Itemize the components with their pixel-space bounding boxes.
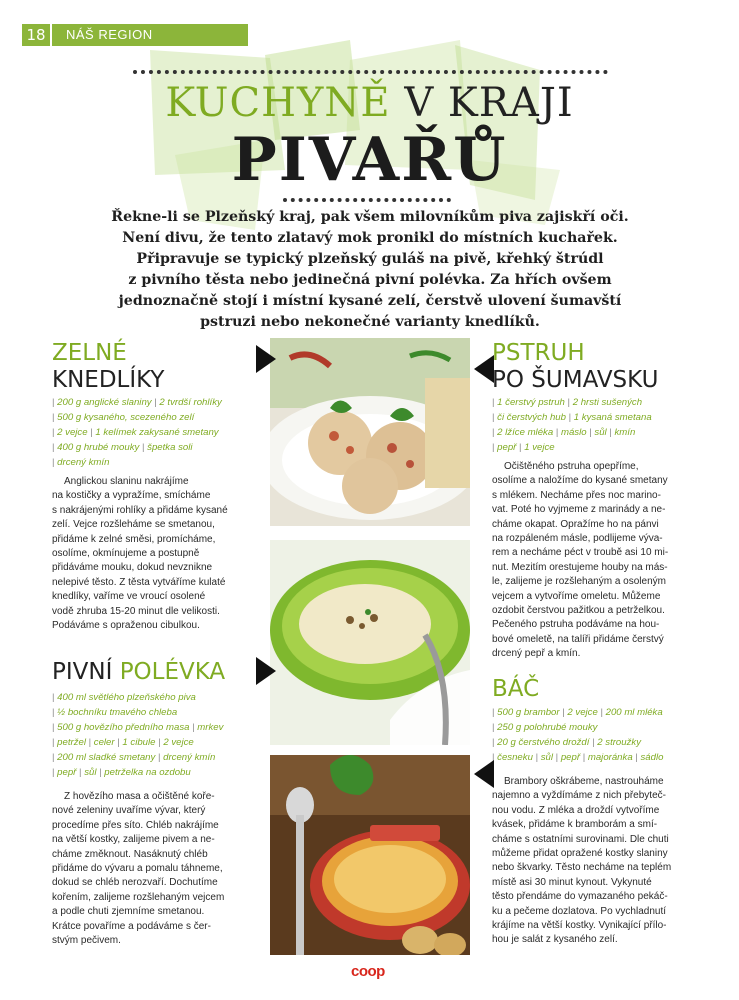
ingredient-item: 1 vejce bbox=[524, 442, 555, 453]
arrow-left-icon bbox=[474, 760, 494, 788]
ingredient-item: petrželka na ozdobu bbox=[104, 767, 191, 778]
ingredient-item: sádlo bbox=[640, 752, 664, 763]
ingredient-separator: | bbox=[559, 707, 568, 718]
instruction-line: zelí. Vejce rozšleháme se smetanou, bbox=[52, 519, 215, 531]
ingredient-line bbox=[52, 705, 262, 720]
ingredient-item: 1 kysaná smetana bbox=[573, 412, 652, 423]
instruction-line: le, zalijeme je rozšlehaným a osoleným bbox=[492, 576, 666, 588]
ingredient-item: 400 ml světlého plzeňského piva bbox=[57, 692, 196, 703]
ingredient-separator: | bbox=[189, 722, 198, 733]
instruction-line: nut. Mezitím orestujeme houby na más- bbox=[492, 561, 668, 573]
ingredient-separator: | bbox=[532, 752, 541, 763]
instruction-line: na rozpáleném másle, podlijeme výva- bbox=[492, 533, 663, 545]
instruction-line: těsto přendáme do vymazaného pekáč- bbox=[492, 891, 668, 903]
instruction-line: kořením, zalijeme rozšlehaným vejcem bbox=[52, 891, 225, 903]
instruction-line: knedlíky, vaříme ve vroucí osolené bbox=[52, 591, 206, 603]
ingredient-separator: | bbox=[155, 752, 164, 763]
ingredient-item: mrkev bbox=[197, 722, 224, 733]
instruction-line: nové zeleniny uvaříme vývar, který bbox=[52, 805, 206, 817]
instruction-line: cháme okapat. Opražíme ho na pánvi bbox=[492, 518, 659, 530]
instruction-line: nelepivé těsto. Z těsta vytváříme kulaté bbox=[52, 576, 226, 588]
instruction-line: Podáváme s opraženou cibulkou. bbox=[52, 620, 200, 632]
ingredient-separator: | bbox=[492, 442, 498, 453]
recipe-title-green: POLÉVKA bbox=[119, 659, 226, 685]
intro-line: jednoznačně stojí i místní kysané zelí, čerstvě ulovení šumavští bbox=[118, 293, 622, 309]
ingredient-separator: | bbox=[589, 737, 598, 748]
instruction-line: Anglickou slaninu nakrájíme bbox=[64, 476, 189, 487]
ingredient-item: ½ bochníku tmavého chleba bbox=[57, 707, 178, 718]
instruction-line: rem a necháme péct v troubě asi 10 mi- bbox=[492, 547, 669, 559]
ingredient-item: sůl bbox=[540, 752, 553, 763]
ingredient-separator: | bbox=[76, 767, 85, 778]
ingredient-separator: | bbox=[52, 692, 58, 703]
title-dots-bottom bbox=[283, 198, 451, 202]
instruction-line: vodě zhruba 15-20 minut dle velikosti. bbox=[52, 605, 220, 617]
intro-line: pstruzi nebo nekonečné varianty knedlíků. bbox=[200, 314, 540, 330]
ingredient-item: 20 g čerstvého droždí bbox=[497, 737, 590, 748]
ingredient-separator: | bbox=[553, 752, 561, 763]
ingredient-separator: | bbox=[492, 412, 498, 423]
instruction-line: osolíme a naložíme do kysané smetany bbox=[492, 475, 668, 487]
instruction-line: drcený pepř a kmín. bbox=[492, 648, 581, 660]
instruction-line: cháme s ostatními surovinami. Dle chuti bbox=[492, 833, 669, 845]
ingredient-line bbox=[492, 440, 697, 455]
ingredient-separator: | bbox=[52, 427, 58, 438]
instruction-line: Pečeného pstruha podáváme na hou- bbox=[492, 619, 660, 631]
ingredient-line bbox=[492, 425, 697, 440]
ingredient-item: 1 cibule bbox=[122, 737, 156, 748]
ingredient-item: česneku bbox=[497, 752, 533, 763]
instruction-line: vat. Poté ho vyjmeme z marinády a ne- bbox=[492, 504, 666, 516]
ingredient-separator: | bbox=[492, 737, 498, 748]
intro-paragraph bbox=[80, 207, 660, 333]
ingredient-item: špetka soli bbox=[147, 442, 193, 453]
ingredients-polevka bbox=[52, 690, 262, 780]
ingredient-item: pepř bbox=[497, 442, 517, 453]
intro-line: z pivního těsta nebo jedinečná pivní polévka. Za hřích ovšem bbox=[128, 272, 612, 288]
ingredient-item: 400 g hrubé mouky bbox=[57, 442, 140, 453]
instructions-polevka bbox=[52, 790, 272, 948]
instruction-line: Brambory oškrábeme, nastrouháme bbox=[504, 776, 664, 787]
recipe-title-dark: PIVNÍ bbox=[52, 659, 113, 685]
instruction-line: ozdobit čerstvou pažitkou a petrželkou. bbox=[492, 605, 665, 617]
intro-line: Není divu, že tento zlatavý mok pronikl do místních kuchařek. bbox=[122, 230, 618, 246]
ingredient-line bbox=[52, 410, 262, 425]
ingredient-line bbox=[52, 440, 262, 455]
recipe-title-pstruh bbox=[492, 340, 658, 394]
ingredient-separator: | bbox=[52, 722, 58, 733]
ingredient-item: 500 g kysaného, scezeného zelí bbox=[57, 412, 195, 423]
instruction-line: krájíme na větší kostky. Vynikající přílo- bbox=[492, 920, 667, 932]
instruction-line: Očištěného pstruha opepříme, bbox=[504, 461, 639, 472]
ingredient-separator: | bbox=[52, 397, 58, 408]
ingredient-item: drcený kmín bbox=[163, 752, 216, 763]
recipe-title-green: BÁČ bbox=[492, 676, 540, 702]
ingredient-item: sůl bbox=[84, 767, 97, 778]
ingredient-line bbox=[492, 750, 704, 765]
ingredient-item: 200 g anglické slaniny bbox=[57, 397, 152, 408]
ingredient-item: petržel bbox=[57, 737, 86, 748]
instruction-line: můžeme přidat opražené kostky slaniny bbox=[492, 848, 668, 860]
ingredient-line bbox=[52, 735, 262, 750]
title-word-v-kraji: V KRAJI bbox=[404, 80, 574, 126]
recipe-title-polevka bbox=[52, 659, 225, 686]
ingredient-line bbox=[52, 750, 262, 765]
instruction-line: dokud se chléb nerozvaří. Dochutíme bbox=[52, 877, 218, 889]
instructions-knedliky bbox=[52, 475, 272, 633]
ingredient-item: 2 vejce bbox=[567, 707, 598, 718]
ingredient-line bbox=[52, 690, 262, 705]
ingredient-line bbox=[52, 720, 262, 735]
ingredient-separator: | bbox=[492, 397, 498, 408]
ingredient-item: 2 tvrdší rohlíky bbox=[159, 397, 222, 408]
ingredient-item: 2 vejce bbox=[57, 427, 88, 438]
ingredient-separator: | bbox=[553, 427, 561, 438]
ingredient-separator: | bbox=[151, 397, 160, 408]
ingredient-separator: | bbox=[52, 442, 58, 453]
ingredient-item: či čerstvých hub bbox=[497, 412, 566, 423]
photo-soup bbox=[270, 540, 470, 745]
instruction-line: místě asi 30 minut kynout. Vykynuté bbox=[492, 876, 652, 888]
instruction-line: hou je salát z kysaného zelí. bbox=[492, 934, 618, 946]
ingredient-item: kmín bbox=[614, 427, 636, 438]
instruction-line: a podle chuti zjemníme smetanou. bbox=[52, 906, 205, 918]
photo-dumplings bbox=[270, 338, 470, 526]
ingredient-line bbox=[492, 410, 697, 425]
section-label: NÁŠ REGION bbox=[52, 24, 248, 46]
photo-casserole bbox=[270, 755, 470, 955]
instruction-line: kvásek, přidáme k bramborám a smí- bbox=[492, 819, 658, 831]
recipe-title-green: ZELNÉ bbox=[52, 340, 127, 366]
ingredient-separator: | bbox=[492, 427, 498, 438]
recipe-title-green: PSTRUH bbox=[492, 340, 585, 366]
instruction-line: Z hovězího masa a očištěné koře- bbox=[64, 791, 215, 802]
dumplings-illustration bbox=[270, 338, 470, 526]
ingredient-separator: | bbox=[96, 767, 105, 778]
title-line-1 bbox=[0, 80, 739, 126]
arrow-right-icon bbox=[256, 657, 276, 685]
arrow-right-icon bbox=[256, 345, 276, 373]
ingredient-separator: | bbox=[52, 767, 58, 778]
intro-line: Připravuje se typický plzeňský guláš na pivě, křehký štrúdl bbox=[136, 251, 604, 267]
instruction-line: nou vodu. Z mléka a droždí vytvoříme bbox=[492, 804, 660, 816]
ingredient-item: drcený kmín bbox=[57, 457, 110, 468]
ingredient-line bbox=[52, 425, 262, 440]
ingredient-item: celer bbox=[93, 737, 115, 748]
ingredient-separator: | bbox=[597, 707, 606, 718]
instruction-line: bové omeletě, na talíři přidáme čerstvý bbox=[492, 633, 664, 645]
casserole-illustration bbox=[270, 755, 470, 955]
ingredient-item: 500 g brambor bbox=[497, 707, 560, 718]
ingredient-item: sůl bbox=[594, 427, 607, 438]
ingredient-line bbox=[492, 735, 704, 750]
instruction-line: cháme změknout. Nasáknutý chléb bbox=[52, 848, 208, 860]
ingredient-separator: | bbox=[155, 737, 164, 748]
ingredient-separator: | bbox=[52, 457, 58, 468]
ingredient-separator: | bbox=[139, 442, 148, 453]
recipe-title-bac bbox=[492, 676, 539, 703]
title-word-kuchyne: KUCHYNĚ bbox=[165, 80, 391, 126]
ingredient-item: pepř bbox=[57, 767, 77, 778]
ingredient-line bbox=[52, 395, 262, 410]
instruction-line: přidáváme mouku, dokud nevznikne bbox=[52, 562, 213, 574]
ingredient-separator: | bbox=[565, 412, 574, 423]
ingredient-item: 200 ml mléka bbox=[605, 707, 663, 718]
instruction-line: přidáme do vývaru a pomalu táhneme, bbox=[52, 863, 223, 875]
ingredient-separator: | bbox=[586, 427, 595, 438]
ingredient-separator: | bbox=[52, 737, 58, 748]
ingredients-knedliky bbox=[52, 395, 262, 470]
ingredient-item: 1 kelímek zakysané smetany bbox=[95, 427, 219, 438]
ingredient-line bbox=[492, 395, 697, 410]
ingredient-item: pepř bbox=[560, 752, 581, 763]
arrow-left-icon bbox=[474, 355, 494, 383]
intro-line: Řekne-li se Plzeňský kraj, pak všem milovníkům piva zajiskří oči. bbox=[111, 209, 629, 225]
instruction-line: osolíme, okmínujeme a postupně bbox=[52, 548, 200, 560]
ingredient-separator: | bbox=[580, 752, 588, 763]
ingredient-separator: | bbox=[52, 412, 58, 423]
instruction-line: na kostičky a vypražíme, smícháme bbox=[52, 490, 211, 502]
ingredient-item: 2 hrsti sušených bbox=[572, 397, 643, 408]
instruction-line: najemno a vyždímáme z nich přebyteč- bbox=[492, 790, 666, 802]
ingredient-separator: | bbox=[492, 707, 498, 718]
ingredient-line bbox=[52, 765, 262, 780]
ingredient-separator: | bbox=[564, 397, 573, 408]
ingredient-item: majoránka bbox=[587, 752, 633, 763]
instructions-bac bbox=[492, 775, 704, 948]
ingredients-pstruh bbox=[492, 395, 697, 455]
title-line-2: PIVAŘŮ bbox=[231, 125, 508, 195]
ingredient-separator: | bbox=[492, 752, 498, 763]
ingredient-line bbox=[492, 705, 704, 720]
instruction-line: stvým pečivem. bbox=[52, 935, 121, 947]
ingredients-bac bbox=[492, 705, 704, 765]
ingredient-line bbox=[492, 720, 704, 735]
ingredient-separator: | bbox=[516, 442, 525, 453]
ingredient-separator: | bbox=[87, 427, 96, 438]
instruction-line: s nakrájenými rohlíky a přidáme kysané bbox=[52, 504, 228, 516]
ingredient-item: 2 stroužky bbox=[597, 737, 641, 748]
ingredient-separator: | bbox=[606, 427, 615, 438]
ingredient-separator: | bbox=[632, 752, 641, 763]
title-dots-top bbox=[133, 70, 608, 74]
ingredient-item: 1 čerstvý pstruh bbox=[497, 397, 565, 408]
recipe-title-knedliky bbox=[52, 340, 164, 394]
ingredient-item: 2 lžíce mléka bbox=[497, 427, 554, 438]
soup-illustration bbox=[270, 540, 470, 745]
ingredient-separator: | bbox=[52, 707, 58, 718]
instruction-line: Krátce povaříme a podáváme s čer- bbox=[52, 920, 211, 932]
recipe-title-dark: PO ŠUMAVSKU bbox=[492, 367, 659, 393]
ingredient-separator: | bbox=[114, 737, 123, 748]
ingredient-item: 250 g polohrubé mouky bbox=[497, 722, 598, 733]
ingredient-line bbox=[52, 455, 262, 470]
instructions-pstruh bbox=[492, 460, 704, 662]
ingredient-item: 200 ml sladké smetany bbox=[57, 752, 156, 763]
instruction-line: na větší kostky, zalijeme pivem a ne- bbox=[52, 834, 215, 846]
recipe-title-dark: KNEDLÍKY bbox=[52, 367, 165, 393]
instruction-line: ku a pečeme dozlatova. Po vychladnutí bbox=[492, 905, 666, 917]
instruction-line: vejcem a vytvoříme omeletu. Můžeme bbox=[492, 590, 661, 602]
ingredient-item: 500 g hovězího předního masa bbox=[57, 722, 190, 733]
ingredient-separator: | bbox=[85, 737, 94, 748]
instruction-line: s mlékem. Necháme přes noc marino- bbox=[492, 489, 661, 501]
instruction-line: nebo škvarky. Těsto necháme na teplém bbox=[492, 862, 672, 874]
coop-logo: coop bbox=[351, 963, 385, 980]
page-number: 18 bbox=[22, 24, 50, 46]
ingredient-separator: | bbox=[52, 752, 58, 763]
instruction-line: přidáme k zelné směsi, promícháme, bbox=[52, 533, 216, 545]
ingredient-item: 2 vejce bbox=[163, 737, 194, 748]
ingredient-item: máslo bbox=[560, 427, 587, 438]
ingredient-separator: | bbox=[492, 722, 498, 733]
instruction-line: procedíme přes síto. Chléb nakrájíme bbox=[52, 819, 219, 831]
